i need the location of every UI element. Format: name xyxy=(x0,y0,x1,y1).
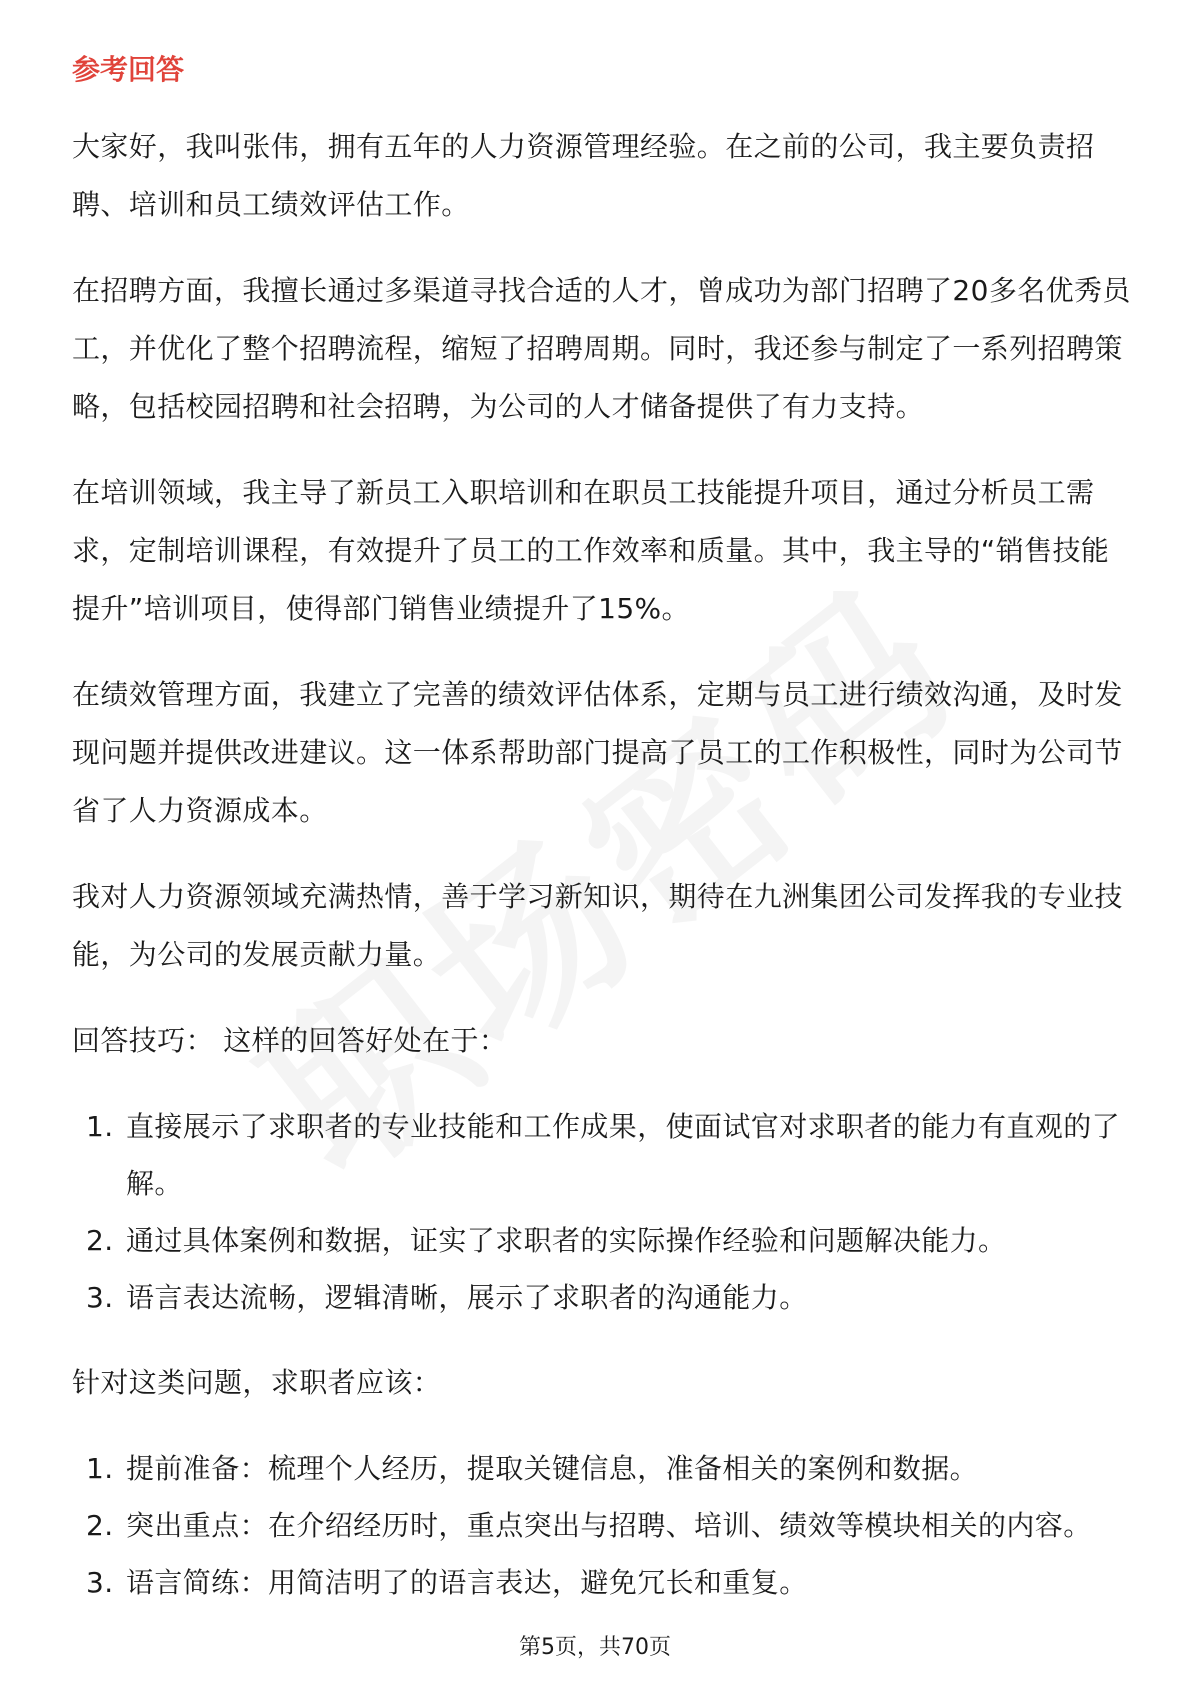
paragraph-recruiting: 在招聘方面，我擅长通过多渠道寻找合适的人才，曾成功为部门招聘了20多名优秀员工，并优化了整个招聘流程，缩短了招聘周期。同时，我还参与制定了一系列招聘策略，包括校园招聘和社会招聘，为公司的人才储备提供了有力支持。 xyxy=(72,274,1131,423)
page-number-footer: 第5页，共70页 xyxy=(519,1635,671,1660)
list-item-text: 通过具体案例和数据，证实了求职者的实际操作经验和问题解决能力。 xyxy=(126,1224,1007,1257)
paragraph-closing: 我对人力资源领域充满热情，善于学习新知识，期待在九洲集团公司发挥我的专业技能，为公司的发展贡献力量。 xyxy=(72,880,1123,971)
paragraph-performance: 在绩效管理方面，我建立了完善的绩效评估体系，定期与员工进行绩效沟通，及时发现问题并提供改进建议。这一体系帮助部门提高了员工的工作积极性，同时为公司节省了人力资源成本。 xyxy=(72,678,1123,827)
list-number: 3. xyxy=(86,1281,114,1314)
paragraph-training: 在培训领域，我主导了新员工入职培训和在职员工技能提升项目，通过分析员工需求，定制培训课程，有效提升了员工的工作效率和质量。其中，我主导的“销售技能提升”培训项目，使得部门销售业绩提升了15%。 xyxy=(72,476,1110,625)
list-item-text: 提前准备：梳理个人经历，提取关键信息，准备相关的案例和数据。 xyxy=(126,1452,979,1485)
list-item-text: 语言表达流畅，逻辑清晰，展示了求职者的沟通能力。 xyxy=(126,1281,808,1314)
list-number: 2. xyxy=(86,1509,114,1542)
advice-list xyxy=(72,1440,1132,1611)
list-item xyxy=(72,1212,1132,1269)
advice-intro: 针对这类问题，求职者应该： xyxy=(72,1366,442,1399)
tips-list xyxy=(72,1098,1132,1326)
tips-intro: 回答技巧： 这样的回答好处在于： xyxy=(72,1024,508,1057)
list-item xyxy=(72,1269,1132,1326)
list-number: 1. xyxy=(86,1452,114,1485)
list-number: 1. xyxy=(86,1110,114,1143)
list-item xyxy=(72,1497,1132,1554)
list-item xyxy=(72,1554,1132,1611)
list-item-text: 直接展示了求职者的专业技能和工作成果，使面试官对求职者的能力有直观的了解。 xyxy=(126,1110,1121,1200)
list-item-text: 突出重点：在介绍经历时，重点突出与招聘、培训、绩效等模块相关的内容。 xyxy=(126,1509,1092,1542)
content-body xyxy=(72,118,1132,1639)
section-heading: 参考回答 xyxy=(72,53,185,86)
list-number: 3. xyxy=(86,1566,114,1599)
list-item xyxy=(72,1098,1132,1212)
list-item xyxy=(72,1440,1132,1497)
list-number: 2. xyxy=(86,1224,114,1257)
paragraph-intro: 大家好，我叫张伟，拥有五年的人力资源管理经验。在之前的公司，我主要负责招聘、培训和员工绩效评估工作。 xyxy=(72,130,1095,221)
list-item-text: 语言简练：用简洁明了的语言表达，避免冗长和重复。 xyxy=(126,1566,808,1599)
